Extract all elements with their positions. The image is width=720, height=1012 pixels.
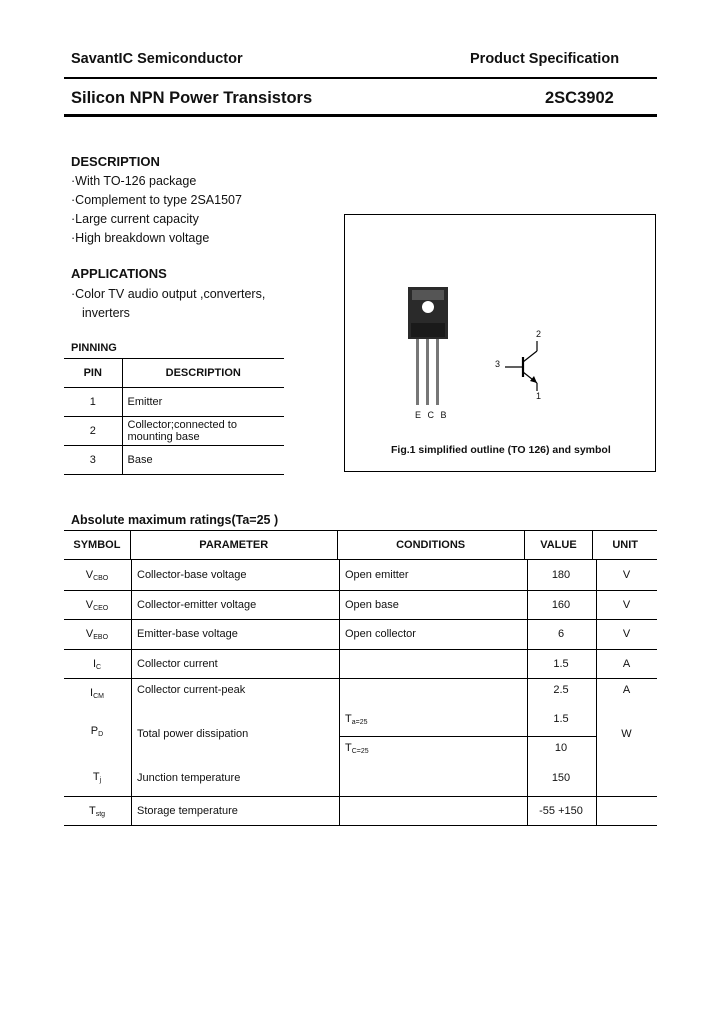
pin-description: Collector;connected to mounting base bbox=[122, 417, 284, 446]
applications-heading: APPLICATIONS bbox=[71, 266, 167, 281]
conditions-cell: Open emitter bbox=[345, 569, 409, 581]
table-row bbox=[64, 388, 284, 417]
header-rule bbox=[64, 77, 657, 79]
conditions-cell: Open base bbox=[345, 598, 399, 611]
mounting-hole bbox=[422, 301, 434, 313]
figure-caption: Fig.1 simplified outline (TO 126) and symbol bbox=[391, 444, 611, 456]
figure-box bbox=[344, 214, 656, 472]
value-cell: 6 bbox=[557, 628, 565, 640]
row-divider bbox=[64, 796, 657, 797]
pin-number: 1 bbox=[64, 388, 122, 417]
npn-symbol bbox=[505, 341, 537, 391]
document-type: Product Specification bbox=[470, 51, 620, 67]
row-divider bbox=[64, 649, 657, 650]
value-cell: 160 bbox=[551, 598, 571, 611]
pin-number: 3 bbox=[64, 446, 122, 475]
table-row bbox=[64, 446, 284, 475]
conditions-column-header: CONDITIONS bbox=[337, 531, 524, 560]
parameter-cell: Collector current bbox=[137, 657, 218, 670]
value-column-header: VALUE bbox=[524, 531, 593, 560]
symbol-pin-label: 2 bbox=[536, 329, 542, 339]
pin-column-header: PIN bbox=[64, 359, 122, 388]
symbol-column-header: SYMBOL bbox=[64, 531, 130, 560]
unit-cell: V bbox=[622, 628, 631, 640]
ratings-heading: Absolute maximum ratings(Ta=25 ) bbox=[71, 513, 279, 527]
value-cell: 1.5 bbox=[553, 713, 569, 725]
conditions-cell: Open collector bbox=[345, 628, 416, 640]
pin-description: Emitter bbox=[122, 388, 284, 417]
column-divider bbox=[131, 560, 132, 825]
parameter-column-header: PARAMETER bbox=[130, 531, 337, 560]
lead-emitter bbox=[416, 339, 419, 405]
pin-number: 2 bbox=[64, 417, 122, 446]
description-item: ·High breakdown voltage bbox=[71, 231, 210, 245]
applications-item: ·Color TV audio output ,converters, bbox=[71, 287, 266, 301]
description-heading: DESCRIPTION bbox=[71, 154, 160, 169]
description-list bbox=[71, 172, 242, 248]
conditions-cell: $T_{a=25}$ bbox=[345, 713, 368, 726]
conditions-cell: $T_{C=25}$ bbox=[345, 742, 369, 755]
product-line-title: Silicon NPN Power Transistors bbox=[71, 89, 313, 107]
pinning-header-row bbox=[64, 359, 284, 388]
value-cell: -55 +150 bbox=[539, 805, 583, 817]
table-row bbox=[64, 417, 284, 446]
lead-collector bbox=[426, 339, 429, 405]
symbol-cell: $I_C$ bbox=[92, 657, 102, 671]
description-item: ·Large current capacity bbox=[71, 212, 199, 226]
pin-description: Base bbox=[122, 446, 284, 475]
description-item: ·With TO-126 package bbox=[71, 174, 197, 188]
unit-cell: A bbox=[622, 657, 631, 670]
parameter-cell: Collector current-peak bbox=[137, 684, 246, 696]
parameter-cell: Junction temperature bbox=[137, 772, 241, 784]
symbol-cell: $V_{CBO}$ bbox=[85, 569, 109, 582]
symbol-pin-label: 1 bbox=[536, 391, 542, 401]
unit-cell: W bbox=[621, 728, 632, 740]
column-divider bbox=[527, 560, 528, 825]
symbol-cell: $I_{CM}$ bbox=[90, 687, 104, 700]
symbol-pin-label: 3 bbox=[495, 359, 501, 369]
row-divider bbox=[339, 736, 596, 737]
row-divider bbox=[64, 590, 657, 591]
row-divider bbox=[64, 825, 657, 826]
parameter-cell: Total power dissipation bbox=[137, 728, 249, 740]
symbol-cell: $P_D$ bbox=[90, 725, 104, 738]
unit-cell: A bbox=[622, 684, 631, 696]
value-cell: 2.5 bbox=[553, 684, 569, 696]
parameter-cell: Collector-base voltage bbox=[137, 569, 247, 581]
value-cell: 10 bbox=[554, 742, 568, 754]
unit-cell: V bbox=[622, 569, 631, 581]
row-divider bbox=[64, 678, 657, 679]
applications-list bbox=[71, 285, 265, 323]
pinning-heading: PINNING bbox=[71, 342, 117, 354]
part-number: 2SC3902 bbox=[545, 89, 614, 107]
description-column-header: DESCRIPTION bbox=[122, 359, 284, 388]
parameter-cell: Emitter-base voltage bbox=[137, 628, 238, 640]
symbol-cell: $V_{CEO}$ bbox=[85, 598, 109, 612]
symbol-cell: $T_j$ bbox=[92, 771, 102, 784]
parameter-cell: Collector-emitter voltage bbox=[137, 598, 257, 611]
value-cell: 1.5 bbox=[553, 657, 569, 670]
symbol-cell: $V_{EBO}$ bbox=[85, 628, 109, 641]
symbol-cell: $T_{stg}$ bbox=[88, 805, 106, 818]
lead-base bbox=[436, 339, 439, 405]
row-divider bbox=[64, 619, 657, 620]
applications-item: inverters bbox=[82, 306, 130, 320]
ratings-table bbox=[64, 530, 657, 560]
emitter-arrow bbox=[530, 376, 537, 383]
package-outline-drawing bbox=[345, 215, 655, 471]
description-item: ·Complement to type 2SA1507 bbox=[71, 193, 242, 207]
unit-column-header: UNIT bbox=[593, 531, 657, 560]
value-cell: 150 bbox=[551, 772, 571, 784]
title-rule bbox=[64, 114, 657, 117]
ratings-header-row bbox=[64, 531, 657, 560]
column-divider bbox=[596, 560, 597, 825]
package-pin-labels: E C B bbox=[415, 410, 449, 420]
column-divider bbox=[339, 560, 340, 825]
parameter-cell: Storage temperature bbox=[137, 805, 238, 817]
pinning-table bbox=[64, 358, 284, 475]
unit-cell: V bbox=[622, 598, 631, 611]
value-cell: 180 bbox=[551, 569, 571, 581]
company-name: SavantIC Semiconductor bbox=[71, 51, 243, 67]
